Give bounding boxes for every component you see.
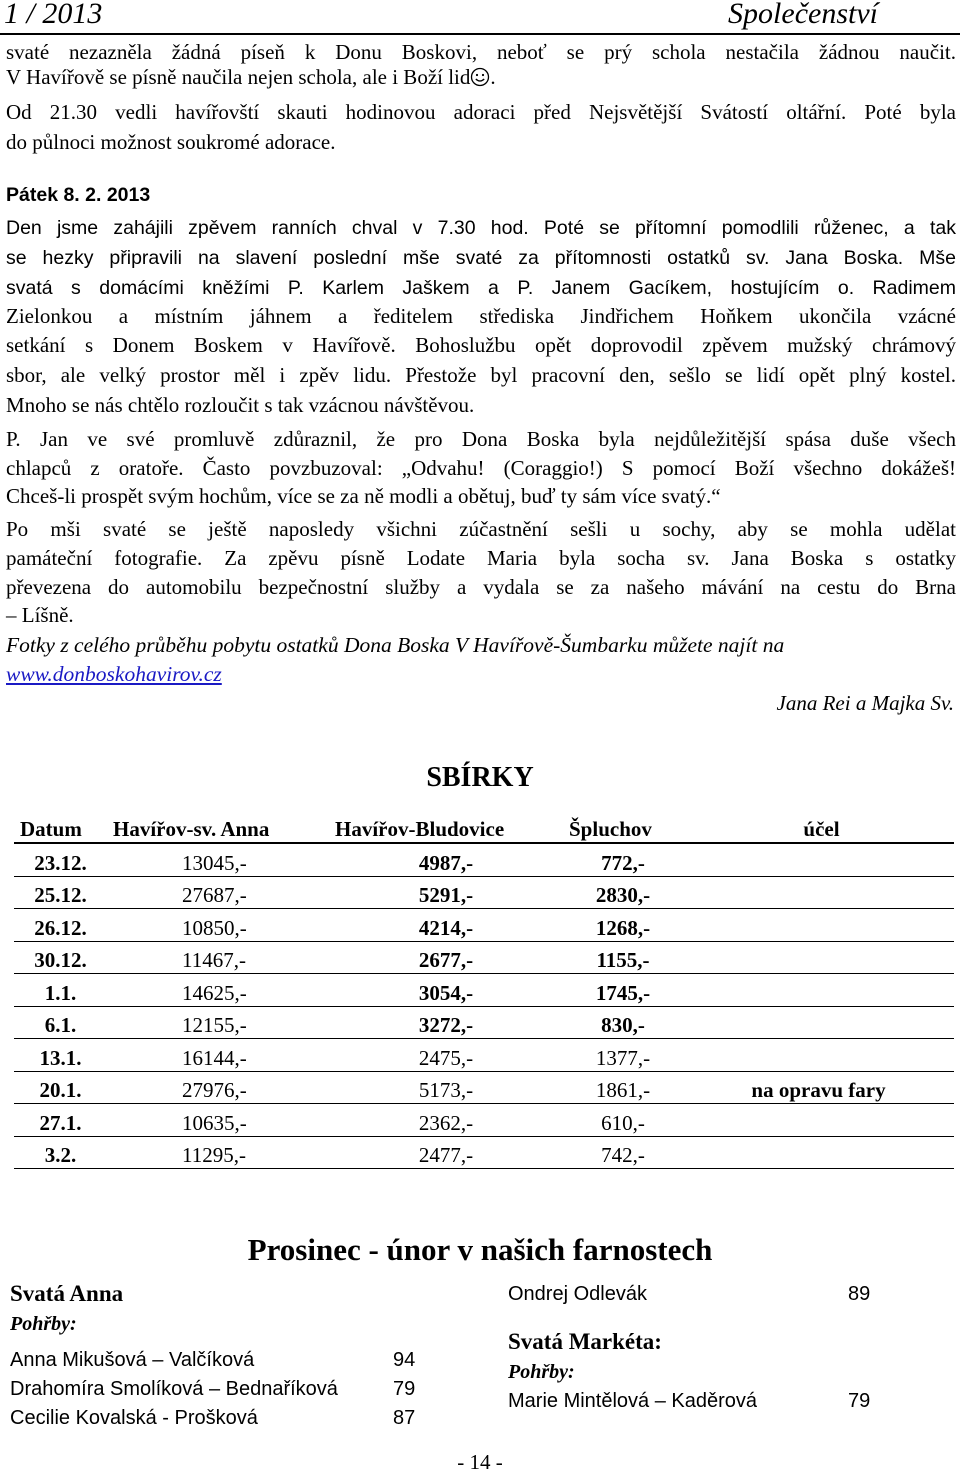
body-line: Zielonkou a místním jáhnem a ředitelem střediska Jindřichem Hoňkem ukončila vzácné (6, 304, 956, 328)
column-header: Datum (14, 810, 107, 843)
person-age: 79 (393, 1378, 416, 1400)
person-name: Anna Mikušová – Valčíková (10, 1349, 255, 1371)
table-cell: 2362,- (329, 1104, 563, 1137)
body-line: památeční fotografie. Za zpěvu písně Lodate Maria byla socha sv. Jana Boska s ostatky (6, 546, 956, 570)
body-line: – Líšně. (6, 603, 74, 627)
section-title: Společenství (728, 0, 878, 30)
table-cell: 25.12. (14, 876, 107, 909)
person-age: 94 (393, 1349, 416, 1371)
table-cell: 6.1. (14, 1006, 107, 1039)
body-line: P. Jan ve své promluvě zdůraznil, že pro Dona Boska byla nejdůležitější spása duše všech (6, 427, 956, 451)
column-header: Havířov-sv. Anna (107, 810, 329, 843)
column-header: Havířov-Bludovice (329, 810, 563, 843)
body-line: V Havířově se písně naučila nejen schola, ale i Boží lid . (6, 65, 956, 93)
body-line-text: V Havířově se písně naučila nejen schola, ale i Boží lid (6, 65, 471, 89)
person-name: Drahomíra Smolíková – Bednaříková (10, 1378, 338, 1400)
table-cell: 12155,- (107, 1006, 329, 1039)
body-line: se hezky připravili na slavení poslední mše svaté za přítomnosti ostatků sv. Jana Boska. Mše (6, 247, 956, 269)
photos-link-text[interactable]: www.donboskohavirov.cz (6, 662, 222, 686)
table-cell: 11467,- (107, 941, 329, 974)
person-name: Ondrej Odlevák (508, 1283, 647, 1305)
table-cell: 2830,- (563, 876, 683, 909)
table-cell: 830,- (563, 1006, 683, 1039)
body-line: Chceš-li prospět svým hochům, více se za ně modli a obětuj, buď ty sám více svatý.“ (6, 484, 721, 508)
table-cell (683, 1006, 954, 1039)
table-cell: 13.1. (14, 1039, 107, 1072)
page-number: - 14 - (457, 1450, 503, 1474)
table-cell: 5173,- (329, 1071, 563, 1104)
photos-link[interactable] (6, 662, 222, 687)
person-age: 79 (848, 1390, 871, 1412)
table-cell: 1745,- (563, 974, 683, 1007)
table-row (14, 941, 954, 974)
column-header: Špluchov (563, 810, 683, 843)
table-cell: 27687,- (107, 876, 329, 909)
table-cell: 27976,- (107, 1071, 329, 1104)
table-cell (683, 876, 954, 909)
table-cell: na opravu fary (683, 1071, 954, 1104)
table-cell: 2475,- (329, 1039, 563, 1072)
table-row (14, 1136, 954, 1169)
table-cell: 10850,- (107, 909, 329, 942)
day-heading: Pátek 8. 2. 2013 (6, 184, 151, 206)
header-rule (0, 33, 960, 35)
table-cell: 4987,- (329, 843, 563, 876)
collections-table (14, 810, 954, 1169)
table-cell (683, 1136, 954, 1169)
body-line: převezena do automobilu bezpečnostní služby a vydala se za našeho mávání na cestu do Brna (6, 575, 956, 599)
table-cell: 3054,- (329, 974, 563, 1007)
table-cell: 3272,- (329, 1006, 563, 1039)
table-cell: 30.12. (14, 941, 107, 974)
table-row (14, 843, 954, 876)
table-cell: 1377,- (563, 1039, 683, 1072)
body-line: svaté nezazněla žádná píseň k Donu Boskovi, neboť se prý schola nestačila žádnou naučit. (6, 40, 956, 64)
body-line: Po mši svaté se ještě naposledy všichni zúčastnění sešli u sochy, aby se mohla udělat (6, 517, 956, 541)
parish-name-marketa: Svatá Markéta: (508, 1329, 662, 1354)
table-cell: 10635,- (107, 1104, 329, 1137)
parish-name-anna: Svatá Anna (10, 1281, 124, 1306)
table-cell: 13045,- (107, 843, 329, 876)
table-cell: 3.2. (14, 1136, 107, 1169)
smiley-icon (470, 67, 490, 93)
table-cell: 11295,- (107, 1136, 329, 1169)
table-cell (683, 1039, 954, 1072)
collections-title: SBÍRKY (426, 762, 534, 793)
table-cell: 23.12. (14, 843, 107, 876)
table-cell: 4214,- (329, 909, 563, 942)
table-cell: 26.12. (14, 909, 107, 942)
body-line: do půlnoci možnost soukromé adorace. (6, 130, 336, 154)
article-authors: Jana Rei a Majka Sv. (776, 691, 954, 715)
body-line: setkání s Donem Boskem v Havířově. Bohoslužbu opět doprovodil zpěvem mužský chrámový (6, 333, 956, 357)
parishes-title: Prosinec - únor v našich farnostech (247, 1232, 713, 1267)
body-line: Od 21.30 vedli havířovští skauti hodinovou adoraci před Nejsvětější Svátostí oltářní. Poté byla (6, 100, 956, 124)
body-line: Den jsme zahájili zpěvem ranních chval v 7.30 hod. Poté se přítomní pomodlili růženec, a tak (6, 217, 956, 239)
person-name: Cecilie Kovalská - Prošková (10, 1407, 258, 1429)
body-line: svatá s domácími kněžími P. Karlem Jaškem a P. Janem Gacíkem, hostujícím o. Radimem (6, 277, 956, 299)
table-cell (683, 974, 954, 1007)
table-cell: 2677,- (329, 941, 563, 974)
table-row (14, 1104, 954, 1137)
person-age: 89 (848, 1283, 871, 1305)
funerals-label: Pohřby: (10, 1313, 77, 1335)
table-header-row (14, 810, 954, 843)
table-cell: 610,- (563, 1104, 683, 1137)
body-line: Mnoho se nás chtělo rozloučit s tak vzácnou návštěvou. (6, 393, 475, 417)
table-row (14, 1006, 954, 1039)
table-cell: 5291,- (329, 876, 563, 909)
photos-note: Fotky z celého průběhu pobytu ostatků Dona Boska V Havířově-Šumbarku můžete najít na (6, 633, 785, 657)
table-cell: 742,- (563, 1136, 683, 1169)
body-line: chlapců z oratoře. Často povzbuzoval: „Odvahu! (Coraggio!) S pomocí Boží všechno dokážeš! (6, 456, 956, 480)
table-cell: 14625,- (107, 974, 329, 1007)
person-age: 87 (393, 1407, 416, 1429)
table-cell: 2477,- (329, 1136, 563, 1169)
issue-number: 1 / 2013 (4, 0, 103, 30)
table-cell (683, 843, 954, 876)
body-line: sbor, ale velký prostor měl i zpěv lidu. Přestože byl pracovní den, sešlo se lidí opět plný kostel. (6, 363, 956, 387)
table-cell: 1861,- (563, 1071, 683, 1104)
table-row (14, 909, 954, 942)
table-row (14, 1039, 954, 1072)
table-cell: 16144,- (107, 1039, 329, 1072)
table-cell: 772,- (563, 843, 683, 876)
table-row (14, 876, 954, 909)
funerals-label: Pohřby: (508, 1361, 575, 1383)
table-row (14, 1071, 954, 1104)
table-row (14, 974, 954, 1007)
table-cell: 1268,- (563, 909, 683, 942)
column-header: účel (683, 810, 954, 843)
table-cell (683, 1104, 954, 1137)
table-cell: 1.1. (14, 974, 107, 1007)
table-cell: 27.1. (14, 1104, 107, 1137)
table-cell: 1155,- (563, 941, 683, 974)
table-cell: 20.1. (14, 1071, 107, 1104)
table-cell (683, 941, 954, 974)
table-cell (683, 909, 954, 942)
person-name: Marie Mintělová – Kaděrová (508, 1390, 758, 1412)
